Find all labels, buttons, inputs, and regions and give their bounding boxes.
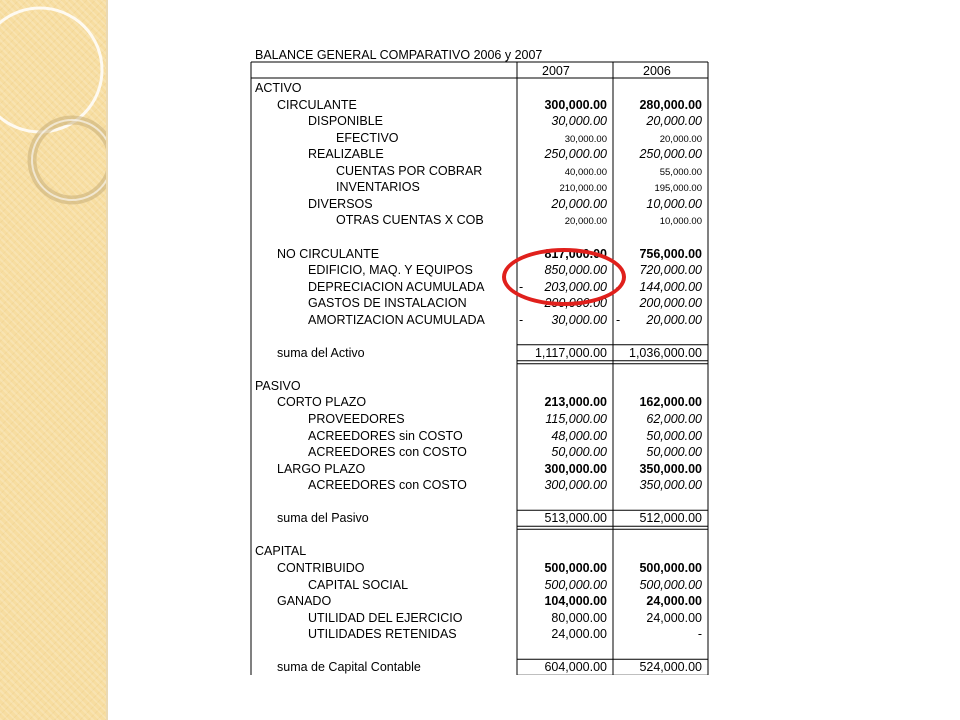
value-2006: 144,000.00 <box>639 279 702 294</box>
row-label: DIVERSOS <box>308 196 373 211</box>
value-2006: 50,000.00 <box>646 428 702 443</box>
balance-sheet <box>250 45 710 675</box>
value-2007: 500,000.00 <box>544 560 607 575</box>
row-label: ACREEDORES sin COSTO <box>308 428 463 443</box>
row-label: EFECTIVO <box>336 130 399 145</box>
value-2007: 30,000.00 <box>551 114 607 129</box>
negative-sign: - <box>616 312 621 327</box>
value-2006: 500,000.00 <box>639 560 702 575</box>
value-2007: 850,000.00 <box>544 263 607 278</box>
value-2006: 24,000.00 <box>646 610 702 625</box>
row-label: GASTOS DE INSTALACION <box>308 296 467 311</box>
value-2006: 512,000.00 <box>639 511 702 526</box>
row-label: CAPITAL <box>255 544 307 559</box>
value-2006: 55,000.00 <box>659 166 702 178</box>
negative-sign: - <box>616 279 621 294</box>
header-2006: 2006 <box>643 64 671 78</box>
value-2007: 50,000.00 <box>551 445 607 460</box>
negative-sign: - <box>519 279 524 294</box>
value-2006: 720,000.00 <box>639 263 702 278</box>
value-2007: 104,000.00 <box>544 594 607 609</box>
value-2006: 195,000.00 <box>654 183 702 195</box>
value-2007: 80,000.00 <box>551 610 607 625</box>
value-2006: 1,036,000.00 <box>629 345 702 360</box>
value-2007: 20,000.00 <box>551 196 607 211</box>
row-label: UTILIDAD DEL EJERCICIO <box>308 610 463 625</box>
row-label: CUENTAS POR COBRAR <box>336 163 483 178</box>
row-label: CONTRIBUIDO <box>277 560 365 575</box>
highlight-circle <box>502 248 626 306</box>
row-label: ACTIVO <box>255 81 302 95</box>
value-2007: 115,000.00 <box>545 412 607 426</box>
value-2007: 300,000.00 <box>544 461 607 476</box>
value-2007: 40,000.00 <box>564 166 607 178</box>
value-2007: 250,000.00 <box>544 147 607 162</box>
header-2007: 2007 <box>542 64 570 78</box>
row-label: CORTO PLAZO <box>277 395 367 410</box>
value-2006: 500,000.00 <box>639 577 702 592</box>
value-2007: 30,000.00 <box>564 133 607 145</box>
value-2007: 1,117,000.00 <box>534 345 607 360</box>
row-label: OTRAS CUENTAS X COB <box>336 213 484 228</box>
value-2006: 200,000.00 <box>639 296 702 311</box>
side-divider <box>106 0 108 720</box>
value-2006: 280,000.00 <box>639 97 702 112</box>
value-2007: 48,000.00 <box>551 428 607 443</box>
row-label: AMORTIZACION ACUMULADA <box>308 312 485 327</box>
row-label: DEPRECIACION ACUMULADA <box>308 279 485 294</box>
row-label: PASIVO <box>255 378 301 393</box>
row-label: suma del Pasivo <box>277 511 369 526</box>
negative-sign: - <box>519 312 524 327</box>
value-2006: 24,000.00 <box>646 594 702 609</box>
value-2006: 250,000.00 <box>639 147 702 162</box>
row-label: INVENTARIOS <box>336 180 420 195</box>
value-2007: 20,000.00 <box>564 216 607 228</box>
value-2006: 162,000.00 <box>639 395 702 410</box>
value-2007: 213,000.00 <box>544 395 607 410</box>
row-label: CAPITAL SOCIAL <box>308 577 409 592</box>
value-2006: - <box>697 627 702 642</box>
row-label: suma del Activo <box>277 345 365 360</box>
page-title: BALANCE GENERAL COMPARATIVO 2006 y 2007 <box>255 48 543 62</box>
value-2006: 756,000.00 <box>639 246 702 261</box>
row-label: CIRCULANTE <box>277 97 357 112</box>
value-2007: 200,000.00 <box>544 296 607 311</box>
value-2007: 300,000.00 <box>544 478 607 493</box>
row-label: suma de Capital Contable <box>277 660 421 675</box>
value-2006: 350,000.00 <box>639 478 702 493</box>
row-label: UTILIDADES RETENIDAS <box>308 627 457 642</box>
value-2007: 513,000.00 <box>544 511 607 526</box>
decorative-rings <box>0 0 106 720</box>
row-label: PROVEEDORES <box>308 412 405 426</box>
value-2006: 20,000.00 <box>646 312 702 327</box>
value-2007: 203,000.00 <box>544 279 607 294</box>
row-label: EDIFICIO, MAQ. Y EQUIPOS <box>308 263 473 278</box>
row-label: ACREEDORES con COSTO <box>308 445 467 460</box>
value-2006: 20,000.00 <box>646 114 702 129</box>
value-2006: 10,000.00 <box>659 216 702 228</box>
decorative-side-strip <box>0 0 106 720</box>
value-2007: 30,000.00 <box>551 312 607 327</box>
row-label: NO CIRCULANTE <box>277 246 380 261</box>
row-label: REALIZABLE <box>308 147 384 162</box>
value-2007: 817,000.00 <box>544 246 607 261</box>
row-label: ACREEDORES con COSTO <box>308 478 467 493</box>
row-label: DISPONIBLE <box>308 114 384 129</box>
row-label: GANADO <box>277 594 332 609</box>
value-2007: 500,000.00 <box>544 577 607 592</box>
row-label: LARGO PLAZO <box>277 461 366 476</box>
value-2007: 300,000.00 <box>544 97 607 112</box>
value-2007: 604,000.00 <box>544 660 607 675</box>
value-2006: 350,000.00 <box>639 461 702 476</box>
value-2006: 20,000.00 <box>659 133 702 145</box>
value-2007: 24,000.00 <box>551 627 607 642</box>
value-2007: 210,000.00 <box>559 183 607 195</box>
value-2006: 524,000.00 <box>639 660 702 675</box>
value-2006: 62,000.00 <box>646 412 702 426</box>
value-2006: 50,000.00 <box>646 445 702 460</box>
value-2006: 10,000.00 <box>646 196 702 211</box>
